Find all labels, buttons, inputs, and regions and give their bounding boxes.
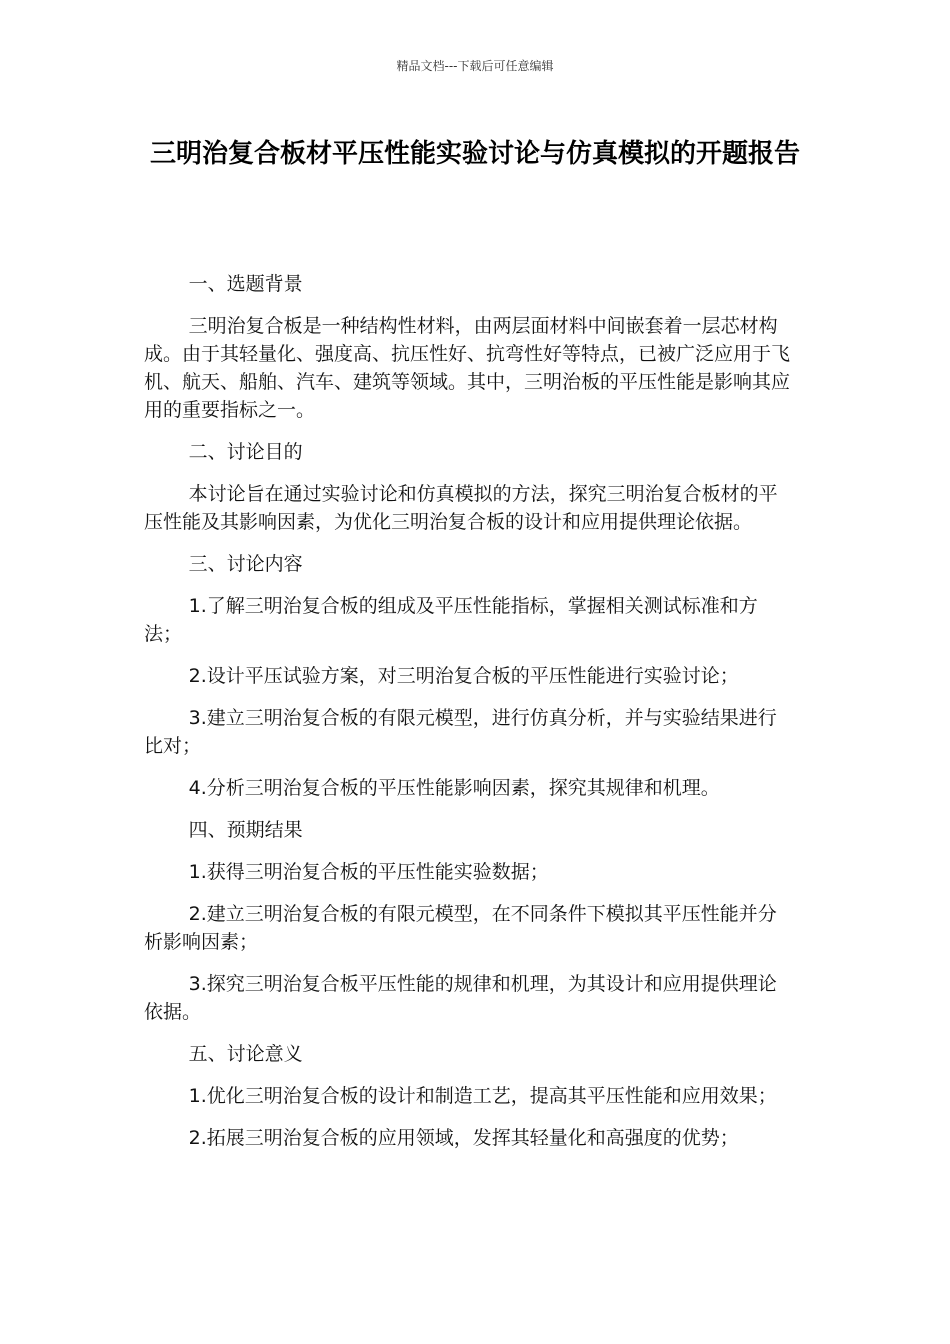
document-title: 三明治复合板材平压性能实验讨论与仿真模拟的开题报告	[149, 139, 800, 169]
list-item-content-1: 1.了解三明治复合板的组成及平压性能指标，掌握相关测试标准和方法；	[144, 595, 758, 645]
section-heading-background: 一、选题背景	[188, 273, 303, 295]
list-item-significance-1: 1.优化三明治复合板的设计和制造工艺，提高其平压性能和应用效果；	[188, 1085, 777, 1107]
section-heading-expected-results: 四、预期结果	[188, 819, 303, 841]
list-item-results-3: 3.探究三明治复合板平压性能的规律和机理，为其设计和应用提供理论依据。	[144, 973, 777, 1023]
list-item-results-1: 1.获得三明治复合板的平压性能实验数据；	[188, 861, 549, 883]
paragraph-background: 三明治复合板是一种结构性材料，由两层面材料中间嵌套着一层芯材构成。由于其轻量化、强度高、抗压性好、抗弯性好等特点，已被广泛应用于飞机、航天、船舶、汽车、建筑等领域。其中，三明治板的平压性能是影响其应用的重要指标之一。	[144, 315, 791, 421]
section-heading-content: 三、讨论内容	[188, 553, 303, 575]
section-heading-significance: 五、讨论意义	[188, 1043, 303, 1065]
list-item-content-4: 4.分析三明治复合板的平压性能影响因素，探究其规律和机理。	[188, 777, 720, 799]
list-item-significance-2: 2.拓展三明治复合板的应用领域，发挥其轻量化和高强度的优势；	[188, 1127, 739, 1149]
paragraph-purpose: 本讨论旨在通过实验讨论和仿真模拟的方法，探究三明治复合板材的平压性能及其影响因素，为优化三明治复合板的设计和应用提供理论依据。	[144, 483, 778, 533]
page-header-note: 精品文档---下载后可任意编辑	[396, 59, 554, 73]
list-item-results-2: 2.建立三明治复合板的有限元模型，在不同条件下模拟其平压性能并分析影响因素；	[144, 903, 777, 953]
document-body	[144, 270, 794, 1166]
section-heading-purpose: 二、讨论目的	[188, 441, 303, 463]
list-item-content-2: 2.设计平压试验方案，对三明治复合板的平压性能进行实验讨论；	[188, 665, 739, 687]
list-item-content-3: 3.建立三明治复合板的有限元模型，进行仿真分析，并与实验结果进行比对；	[144, 707, 777, 757]
